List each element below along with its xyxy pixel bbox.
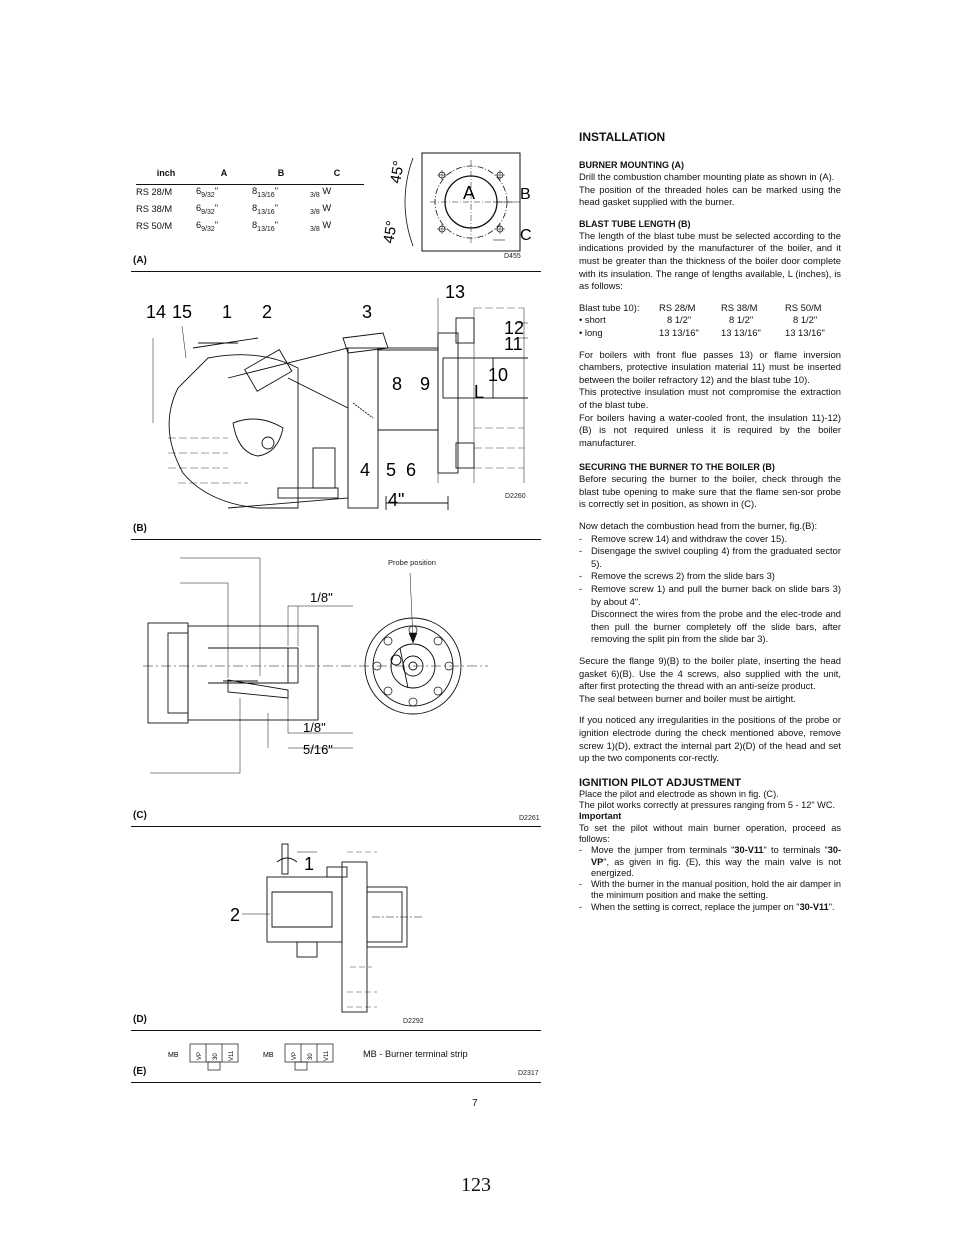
ignition-pilot-heading: IGNITION PILOT ADJUSTMENT bbox=[579, 776, 742, 789]
securing-step-2: - Disengage the swivel coupling 4) from the graduated sector 5). bbox=[579, 545, 841, 570]
table-cell: $_{3/8}$ W bbox=[310, 186, 332, 199]
figure-b-callout-12: 12 bbox=[504, 318, 525, 338]
table-header-row bbox=[136, 164, 364, 185]
figure-a-rule bbox=[131, 271, 541, 272]
blast-tube-heading: BLAST TUBE LENGTH (B) bbox=[579, 218, 691, 229]
figure-e-code: D2317 bbox=[518, 1070, 539, 1077]
figure-c-probe-position-label: Probe position bbox=[388, 558, 436, 567]
table-header-c: C bbox=[310, 164, 364, 185]
securing-steps-list bbox=[579, 533, 841, 646]
blast-tube-para-1: The length of the blast tube must be selected according to the indications provided by the manufacturer of the boiler, and it must be greater than the thickness of the boiler door complete with its insulation. The range of lengths available, L (inches), is as follows: bbox=[579, 229, 841, 292]
figure-b-callout-15: 15 bbox=[172, 302, 193, 322]
securing-para-3: Secure the flange 9)(B) to the boiler plate, inserting the head gasket 6)(B). Use the 4 screws, also supplied with the unit, after first protecting the thread with an anti-seize product. bbox=[579, 655, 841, 692]
figure-e-term-v11-left: V11 bbox=[229, 1050, 235, 1061]
figure-e-label: (E) bbox=[133, 1066, 147, 1077]
blast-tube-lengths bbox=[579, 302, 841, 340]
figure-c-dim-3: 5/16" bbox=[303, 742, 333, 757]
figure-b-rule bbox=[131, 539, 541, 540]
page-number-local: 7 bbox=[472, 1098, 478, 1109]
securing-para-4: The seal between burner and boiler must be airtight. bbox=[579, 692, 796, 704]
securing-burner-heading: SECURING THE BURNER TO THE BOILER (B) bbox=[579, 462, 775, 473]
dimensions-table-body bbox=[136, 185, 364, 236]
table-row bbox=[136, 185, 364, 202]
figure-e-legend: MB - Burner terminal strip bbox=[363, 1049, 468, 1059]
blast-tube-col-rs38: RS 38/M bbox=[721, 301, 758, 313]
blast-tube-long-rs38: 13 13/16" bbox=[721, 326, 761, 338]
figure-b-callout-11: 11 bbox=[504, 334, 523, 354]
figure-b-callout-6: 6 bbox=[406, 460, 417, 480]
figure-c-dim-1: 1/8" bbox=[310, 590, 333, 605]
burner-mounting-para-1: Drill the combustion chamber mounting plate as shown in (A). bbox=[579, 171, 835, 182]
figure-e-term-v11-right: V11 bbox=[324, 1050, 330, 1061]
table-row bbox=[136, 219, 364, 236]
ignition-pilot-para-3: To set the pilot without main burner operation, proceed as follows: bbox=[579, 822, 841, 844]
installation-heading: INSTALLATION bbox=[579, 130, 666, 144]
figure-a-mark-b: B bbox=[520, 186, 531, 203]
figure-b-burner-side-drawing bbox=[138, 278, 538, 528]
blast-tube-long-label: • long bbox=[579, 326, 603, 338]
figure-b-callout-14: 14 bbox=[146, 302, 167, 322]
ignition-pilot-step-3: - When the setting is correct, replace the jumper on "30-V11". bbox=[579, 902, 841, 913]
figure-a-angle-top: 45° bbox=[387, 159, 408, 185]
blast-tube-col-rs50: RS 50/M bbox=[785, 301, 822, 313]
securing-step-4: - Remove screw 1) and pull the burner back on slide bars 3) by about 4". bbox=[579, 583, 841, 608]
blast-tube-short-rs28: 8 1/2" bbox=[667, 314, 692, 326]
burner-mounting-heading: BURNER MOUNTING (A) bbox=[579, 160, 684, 170]
table-cell: $8_{13/16}$" bbox=[252, 219, 279, 233]
blast-tube-short-label: • short bbox=[579, 314, 606, 326]
figure-e-mb-right: MB bbox=[263, 1052, 274, 1059]
figure-a-label: (A) bbox=[133, 255, 147, 266]
blast-tube-col-label: Blast tube 10): bbox=[579, 301, 640, 313]
blast-tube-para-4: For boilers having a water-cooled front, the insulation 11)-12)(B) is not required unless it is required by the boiler manufacturer. bbox=[579, 411, 841, 448]
figure-b-callout-1: 1 bbox=[222, 302, 233, 322]
figure-b-callout-4: 4 bbox=[360, 460, 371, 480]
figure-b-label: (B) bbox=[133, 523, 147, 534]
table-header-b: B bbox=[252, 164, 310, 185]
figure-e-mb-left: MB bbox=[168, 1052, 179, 1059]
securing-step-3: - Remove the screws 2) from the slide bars 3) bbox=[579, 570, 841, 583]
figure-a-mounting-plate-drawing bbox=[375, 148, 545, 266]
table-header-a: A bbox=[196, 164, 252, 185]
figure-a-angle-bottom: 45° bbox=[380, 219, 401, 245]
ignition-pilot-para-2: The pilot works correctly at pressures ranging from 5 - 12" WC. bbox=[579, 800, 836, 811]
securing-para-5: If you noticed any irregularities in the positions of the probe or ignition electrode during the check mentioned above, remove screw 1)(D), extract the internal part 2)(D) of the head and set up the two components cor-rectly. bbox=[579, 714, 841, 764]
table-cell: RS 28/M bbox=[136, 187, 173, 198]
figure-d-code: D2292 bbox=[403, 1018, 424, 1025]
figure-b-mark-l: L bbox=[474, 382, 485, 402]
blast-tube-short-rs50: 8 1/2" bbox=[793, 314, 818, 326]
figure-d-rule bbox=[131, 1030, 541, 1031]
figure-b-code: D2260 bbox=[505, 493, 526, 500]
table-cell: $8_{13/16}$" bbox=[252, 202, 279, 216]
ignition-pilot-step-2: - With the burner in the manual position, hold the air damper in the minimum position and make the setting. bbox=[579, 879, 841, 902]
table-cell: $6_{9/32}$" bbox=[196, 186, 219, 199]
figure-c-code: D2261 bbox=[519, 815, 540, 822]
installation-text-column bbox=[579, 130, 841, 913]
table-cell: $_{3/8}$ W bbox=[310, 202, 332, 216]
figure-b-callout-9: 9 bbox=[420, 374, 431, 394]
figure-d-callout-2: 2 bbox=[230, 905, 241, 925]
dimensions-table bbox=[136, 164, 364, 236]
figure-e-term-vp-right: VP bbox=[292, 1051, 298, 1060]
blast-tube-col-rs28: RS 28/M bbox=[659, 301, 696, 313]
figure-c-label: (C) bbox=[133, 810, 147, 821]
blast-tube-long-rs28: 13 13/16" bbox=[659, 326, 699, 338]
figure-b-callout-8: 8 bbox=[392, 374, 403, 394]
figure-c-dim-2: 1/8" bbox=[303, 720, 326, 735]
figure-e-term-30-right: 30 bbox=[308, 1053, 314, 1060]
table-cell: RS 38/M bbox=[136, 204, 173, 215]
figure-b-callout-5: 5 bbox=[386, 460, 397, 480]
figure-d-internal-head-drawing bbox=[222, 832, 442, 1022]
blast-tube-para-3: This protective insulation must not compromise the extraction of the blast tube. bbox=[579, 386, 841, 410]
ignition-pilot-steps bbox=[579, 845, 841, 913]
ignition-pilot-important: Important bbox=[579, 811, 622, 822]
figure-e-term-vp-left: VP bbox=[197, 1051, 203, 1060]
figure-d-label: (D) bbox=[133, 1014, 147, 1025]
table-row bbox=[136, 202, 364, 219]
table-cell: $8_{13/16}$" bbox=[252, 186, 279, 199]
table-header-inch: inch bbox=[136, 164, 196, 185]
figure-e-rule bbox=[131, 1082, 541, 1083]
ignition-pilot-para-1: Place the pilot and electrode as shown in fig. (C). bbox=[579, 788, 779, 799]
blast-tube-long-rs50: 13 13/16" bbox=[785, 326, 825, 338]
page-number-global: 123 bbox=[461, 1174, 491, 1196]
blast-tube-short-rs38: 8 1/2" bbox=[729, 314, 754, 326]
securing-para-1: Before securing the burner to the boiler, check through the blast tube opening to make sure that the flame sen-sor probe is correctly set in position, as shown in (C). bbox=[579, 473, 841, 510]
table-cell: $6_{9/32}$" bbox=[196, 202, 219, 216]
figure-e-term-30-left: 30 bbox=[213, 1053, 219, 1060]
figure-b-callout-3: 3 bbox=[362, 302, 373, 322]
securing-step-1: - Remove screw 14) and withdraw the cover 15). bbox=[579, 533, 841, 546]
blast-tube-para-2: For boilers with front flue passes 13) or flame inversion chambers, protective insulation material 11) must be inserted between the boiler refractory 12) and the blast tube 10). bbox=[579, 348, 841, 385]
figure-a-mark-c: C bbox=[520, 227, 532, 244]
figure-b-callout-10: 10 bbox=[488, 365, 509, 385]
table-cell: RS 50/M bbox=[136, 221, 173, 232]
figure-a-code: D455 bbox=[504, 253, 521, 260]
table-cell: $6_{9/32}$" bbox=[196, 219, 219, 233]
table-cell: $_{3/8}$ W bbox=[310, 219, 332, 233]
figure-b-callout-2: 2 bbox=[262, 302, 273, 322]
figure-b-callout-13: 13 bbox=[445, 282, 466, 302]
burner-mounting-para-2: The position of the threaded holes can be marked using the head gasket supplied with the burner. bbox=[579, 183, 841, 208]
figure-d-callout-1: 1 bbox=[304, 854, 315, 874]
securing-para-2: Now detach the combustion head from the burner, fig.(B): bbox=[579, 520, 818, 532]
figure-e-terminal-strips-drawing bbox=[160, 1040, 340, 1076]
securing-step-4-continued: Disconnect the wires from the probe and the elec-trode and then pull the burner completely off the slide bars, after removing the split pin from the slide bar 3). bbox=[591, 608, 841, 645]
figure-b-dim-4in: 4" bbox=[388, 490, 405, 510]
ignition-pilot-step-1: - Move the jumper from terminals "30-V11" to terminals "30-VP", as given in fig. (E), this way the main valve is not energized. bbox=[579, 845, 841, 879]
figure-c-probe-position-drawing bbox=[138, 548, 538, 778]
figure-a-mark-a: A bbox=[463, 183, 476, 203]
figure-c-rule bbox=[131, 826, 541, 827]
